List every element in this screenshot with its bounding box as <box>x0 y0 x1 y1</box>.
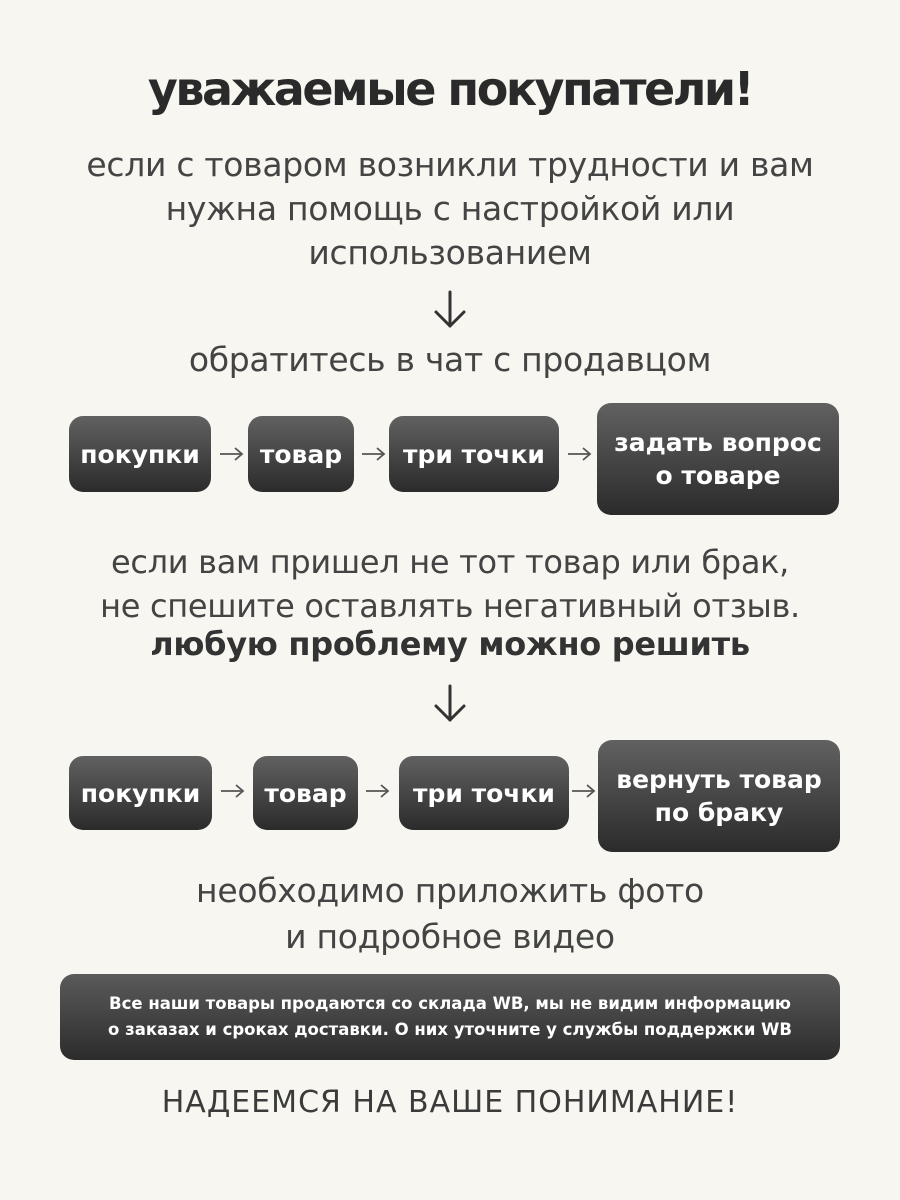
return-defect-button[interactable] <box>598 740 840 852</box>
notice-line: о заказах и сроках доставки. О них уточните у службы поддержки WB <box>108 1020 792 1039</box>
purchases-button[interactable]: покупки <box>69 416 211 492</box>
defect-line: не спешите оставлять негативный отзыв. <box>100 587 800 625</box>
attach-line: необходимо приложить фото <box>196 871 704 910</box>
contact-text: обратитесь в чат с продавцом <box>188 340 712 379</box>
arrow-right-icon <box>571 783 597 799</box>
product-button[interactable]: товар <box>253 756 358 830</box>
notice-line: Все наши товары продаются со склада WB, мы не видим информацию <box>109 994 791 1013</box>
footer-text: НАДЕЕМСЯ НА ВАШЕ ПОНИМАНИЕ! <box>161 1085 739 1120</box>
intro-line: использованием <box>308 233 592 272</box>
ask-question-label-line: о товаре <box>655 461 781 490</box>
defect-line: если вам пришел не тот товар или брак, <box>110 543 790 581</box>
arrow-right-icon <box>567 446 593 462</box>
product-button[interactable]: товар <box>248 416 354 492</box>
attach-text <box>0 868 900 960</box>
intro-text <box>0 143 900 275</box>
return-defect-label-line: вернуть товар <box>616 765 822 794</box>
three-dots-button[interactable]: три точки <box>399 756 569 830</box>
arrow-right-icon <box>220 783 246 799</box>
arrow-right-icon <box>365 783 391 799</box>
ask-question-button[interactable] <box>597 403 839 515</box>
notice-banner <box>60 974 840 1060</box>
arrow-right-icon <box>219 446 245 462</box>
intro-line: нужна помощь с настройкой или <box>165 189 735 228</box>
arrow-down-icon <box>428 288 472 332</box>
page-title: уважаемые покупатели! <box>147 62 753 116</box>
purchases-button[interactable]: покупки <box>69 756 212 830</box>
defect-text <box>0 540 900 628</box>
intro-line: если с товаром возникли трудности и вам <box>86 145 814 184</box>
return-defect-label-line: по браку <box>654 798 784 827</box>
arrow-down-icon <box>428 682 472 726</box>
attach-line: и подробное видео <box>285 917 615 956</box>
three-dots-button[interactable]: три точки <box>389 416 559 492</box>
ask-question-label-line: задать вопрос <box>614 428 822 457</box>
arrow-right-icon <box>361 446 387 462</box>
defect-bold-text: любую проблему можно решить <box>150 625 750 663</box>
